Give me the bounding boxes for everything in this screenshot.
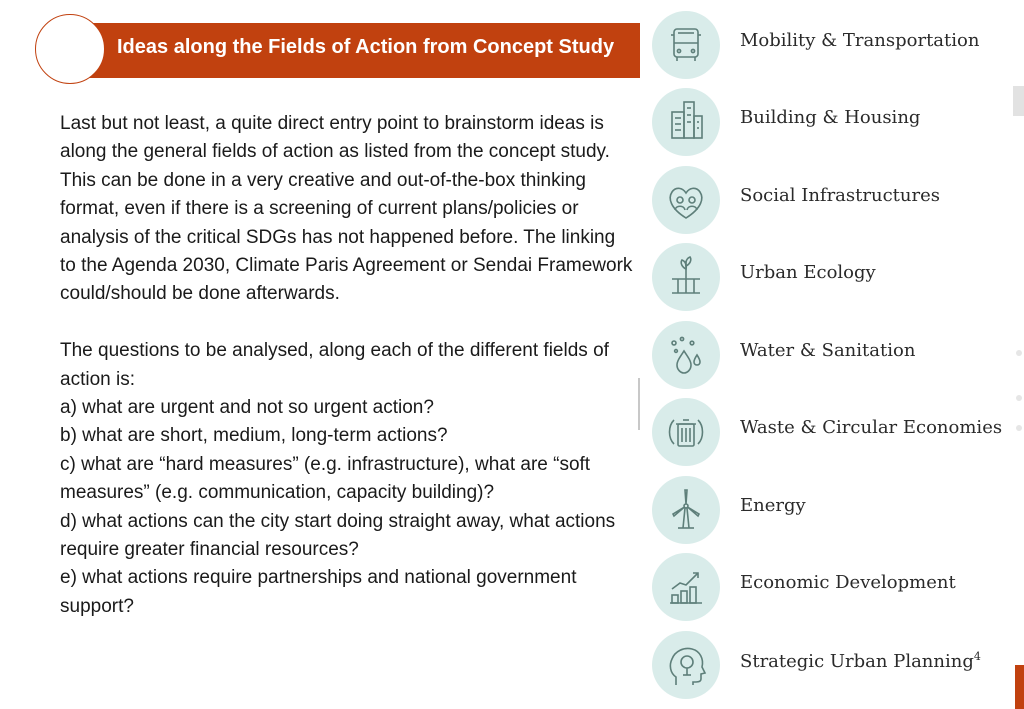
field-building <box>652 88 1012 158</box>
question-b: b) what are short, medium, long-term actions? <box>60 425 448 447</box>
bus-icon <box>652 11 720 79</box>
field-label: Urban Ecology <box>740 262 876 283</box>
field-label-text: Strategic Urban Planning <box>740 651 974 672</box>
field-label <box>740 650 981 672</box>
water-drops-icon <box>652 321 720 389</box>
field-water <box>652 321 1012 391</box>
question-a: a) what are urgent and not so urgent action? <box>60 397 434 419</box>
field-mobility <box>652 11 1012 81</box>
field-waste <box>652 398 1012 468</box>
questions-intro: The questions to be analysed, along each of the different fields of action is: <box>60 340 609 390</box>
slide-edge-accent <box>1015 665 1024 709</box>
field-label: Mobility & Transportation <box>740 30 980 51</box>
body-text <box>60 110 635 621</box>
slide-edge-decoration <box>1013 86 1024 116</box>
wind-turbine-icon <box>652 476 720 544</box>
buildings-icon <box>652 88 720 156</box>
header-circle-decoration <box>35 14 105 84</box>
field-energy <box>652 476 1012 546</box>
field-economic <box>652 553 1012 623</box>
field-planning <box>652 631 1012 701</box>
edge-dot <box>1016 425 1022 431</box>
field-ecology <box>652 243 1012 313</box>
edge-dot <box>1016 350 1022 356</box>
question-c: c) what are “hard measures” (e.g. infrastructure), what are “soft measures” (e.g. communication, capacity building)? <box>60 453 591 504</box>
field-label: Water & Sanitation <box>740 340 916 361</box>
page-number: 4 <box>973 650 981 663</box>
people-heart-icon <box>652 166 720 234</box>
field-label: Energy <box>740 495 806 516</box>
field-label: Economic Development <box>740 572 956 593</box>
recycle-bin-icon <box>652 398 720 466</box>
head-tree-icon <box>652 631 720 699</box>
edge-dot <box>1016 395 1022 401</box>
growth-chart-icon <box>652 553 720 621</box>
field-social <box>652 166 1012 236</box>
question-e: e) what actions require partnerships and national government support? <box>60 567 577 617</box>
divider <box>638 378 640 430</box>
plant-icon <box>652 243 720 311</box>
question-d: d) what actions can the city start doing straight away, what actions require greater financial resources? <box>60 510 616 561</box>
field-label: Social Infrastructures <box>740 185 940 206</box>
slide-title: Ideas along the Fields of Action from Concept Study <box>117 36 615 58</box>
field-label: Waste & Circular Economies <box>740 417 1003 438</box>
field-label: Building & Housing <box>740 107 921 128</box>
intro-paragraph: Last but not least, a quite direct entry point to brainstorm ideas is along the general fields of action as listed from the concept study. This can be done in a very creative and out-of-the-box thinking format, even if there is a screening of current plans/policies or analysis of the critical SDGs has not happened before. The linking to the Agenda 2030, Climate Paris Agreement or Sendai Framework could/should be done afterwards. <box>60 113 633 305</box>
